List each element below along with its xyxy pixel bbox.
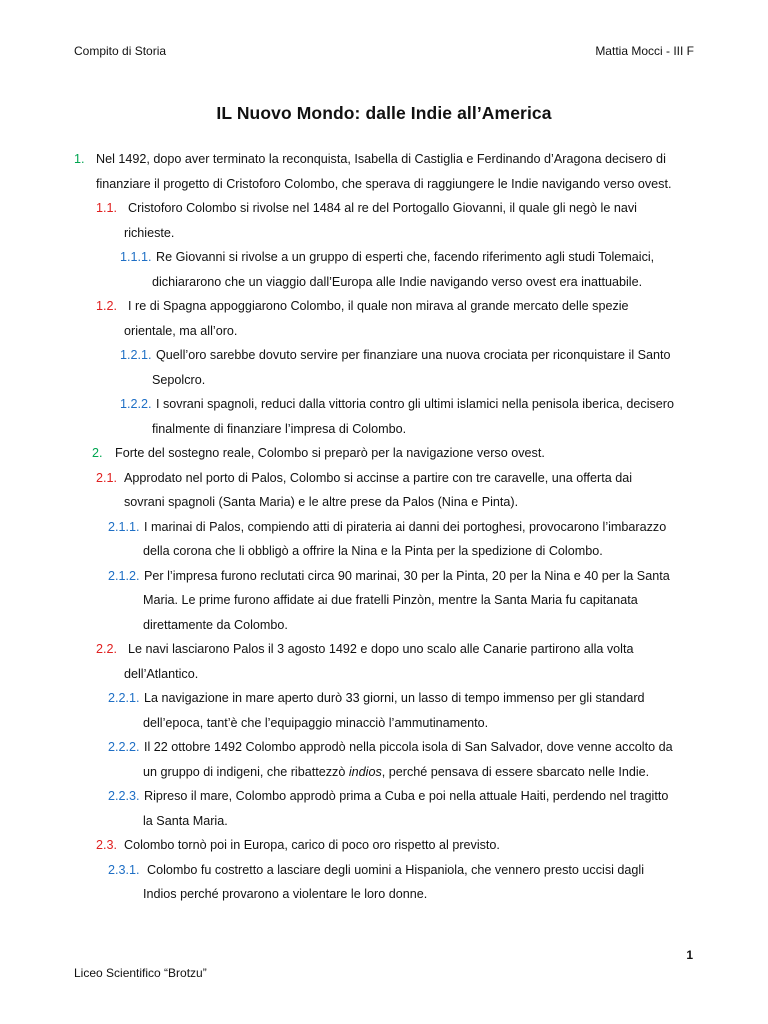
outline-list <box>0 147 768 907</box>
outline-item-1-1 <box>0 196 768 245</box>
item-number: 2.3.1. <box>108 862 140 877</box>
item-text-line: dell’Atlantico. <box>124 666 199 681</box>
item-text-line: sovrani spagnoli (Santa Maria) e le altre prese da Palos (Nina e Pinta). <box>124 495 519 509</box>
document-title: IL Nuovo Mondo: dalle Indie all’America <box>216 103 552 123</box>
outline-item-1-2 <box>0 294 768 343</box>
item-text-line: Il 22 ottobre 1492 Colombo approdò nella piccola isola di San Salvador, dove venne accolto da <box>144 740 673 754</box>
item-number: 1.1.1. <box>120 250 152 264</box>
item-number: 2.1.1. <box>108 519 140 534</box>
outline-item-1-1-1 <box>0 245 768 294</box>
item-text-line: Indios perché provarono a violentare le loro donne. <box>143 887 428 901</box>
item-text-line: Colombo tornò poi in Europa, carico di poco oro rispetto al previsto. <box>124 838 500 852</box>
italic-word: indios <box>348 764 382 779</box>
item-number: 2. <box>92 446 103 460</box>
item-number: 1. <box>74 152 85 166</box>
item-number: 2.1. <box>96 470 118 485</box>
outline-item-2-2-2 <box>0 735 768 784</box>
item-number: 1.1. <box>96 201 118 215</box>
outline-item-1 <box>0 147 768 196</box>
item-number: 2.2.1. <box>108 691 140 705</box>
item-text-line: dell’epoca, tant’è che l’equipaggio minacciò l’ammutinamento. <box>143 715 489 730</box>
item-number: 2.2.3. <box>108 789 140 803</box>
outline-item-2 <box>0 441 768 466</box>
item-text-line: orientale, ma all’oro. <box>124 323 238 338</box>
item-text-line: finanziare il progetto di Cristoforo Colombo, che sperava di raggiungere le Indie navigando verso ovest. <box>96 176 672 191</box>
item-text-line: Colombo fu costretto a lasciare degli uomini a Hispaniola, che vennero presto uccisi dagli <box>147 862 645 877</box>
outline-item-1-2-2 <box>0 392 768 441</box>
item-text-line: La navigazione in mare aperto durò 33 giorni, un lasso di tempo immenso per gli standard <box>144 691 645 705</box>
item-text-line: Sepolcro. <box>152 372 206 387</box>
item-text-line: della corona che li obbligò a offrire la Nina e la Pinta per la spedizione di Colombo. <box>143 544 603 558</box>
item-text-line: Quell’oro sarebbe dovuto servire per finanziare una nuova crociata per riconquistare il Santo <box>156 348 671 362</box>
outline-item-2-2-1 <box>0 686 768 735</box>
page-number: 1 <box>686 948 693 962</box>
item-text-line: Le navi lasciarono Palos il 3 agosto 1492 e dopo uno scalo alle Canarie partirono alla volta <box>128 642 634 656</box>
item-text-line: direttamente da Colombo. <box>143 617 288 632</box>
item-text-line: Re Giovanni si rivolse a un gruppo di esperti che, facendo riferimento agli studi Tolemaici, <box>156 250 655 264</box>
header-course-title: Compito di Storia <box>74 44 167 58</box>
footer-school-name: Liceo Scientifico “Brotzu” <box>74 966 207 980</box>
item-text-line: Per l’impresa furono reclutati circa 90 marinai, 30 per la Pinta, 20 per la Nina e 40 per la Santa <box>144 568 670 583</box>
item-number: 2.3. <box>96 838 118 852</box>
item-text-line: I marinai di Palos, compiendo atti di pirateria ai danni dei portoghesi, provocarono l’imbarazzo <box>144 519 667 534</box>
item-text-line: la Santa Maria. <box>143 813 228 828</box>
outline-item-2-3 <box>0 833 768 858</box>
item-text-line: Ripreso il mare, Colombo approdò prima a Cuba e poi nella attuale Haiti, perdendo nel tragitto <box>144 789 669 803</box>
item-number: 2.1.2. <box>108 568 140 583</box>
item-text-line: Cristoforo Colombo si rivolse nel 1484 al re del Portogallo Giovanni, il quale gli negò le navi <box>128 201 637 215</box>
outline-item-2-1-1 <box>0 515 768 564</box>
outline-item-1-2-1 <box>0 343 768 392</box>
outline-item-2-1 <box>0 466 768 515</box>
item-text-line: I re di Spagna appoggiarono Colombo, il quale non mirava al grande mercato delle spezie <box>128 299 629 313</box>
item-text-line: un gruppo di indigeni, che ribattezzò indios, perché pensava di essere sbarcato nelle Indie. <box>143 764 650 779</box>
item-text-line: Maria. Le prime furono affidate ai due fratelli Pinzòn, mentre la Santa Maria fu capitanata <box>143 593 638 607</box>
item-text-line: Approdato nel porto di Palos, Colombo si accinse a partire con tre caravelle, una offerta dai <box>124 470 633 485</box>
item-number: 1.2.1. <box>120 348 152 362</box>
item-number: 1.2.2. <box>120 397 152 411</box>
outline-item-2-3-1 <box>0 858 768 907</box>
item-text-line: dichiararono che un viaggio dall’Europa alle Indie navigando verso ovest era inattuabile. <box>152 274 643 289</box>
outline-item-2-2 <box>0 637 768 686</box>
item-text-line: finalmente di finanziare l’impresa di Colombo. <box>152 421 407 436</box>
item-text-line: richieste. <box>124 225 175 240</box>
item-text-line: I sovrani spagnoli, reduci dalla vittoria contro gli ultimi islamici nella penisola iberica, decisero <box>156 397 674 411</box>
item-number: 1.2. <box>96 299 118 313</box>
header-student-name: Mattia Mocci - III F <box>595 44 694 58</box>
item-number: 2.2.2. <box>108 740 140 754</box>
outline-item-2-2-3 <box>0 784 768 833</box>
outline-item-2-1-2 <box>0 564 768 638</box>
item-number: 2.2. <box>96 642 118 656</box>
item-text-line: Forte del sostegno reale, Colombo si preparò per la navigazione verso ovest. <box>115 446 545 460</box>
item-text-line: Nel 1492, dopo aver terminato la reconquista, Isabella di Castiglia e Ferdinando d’Aragona decisero di <box>96 152 666 166</box>
